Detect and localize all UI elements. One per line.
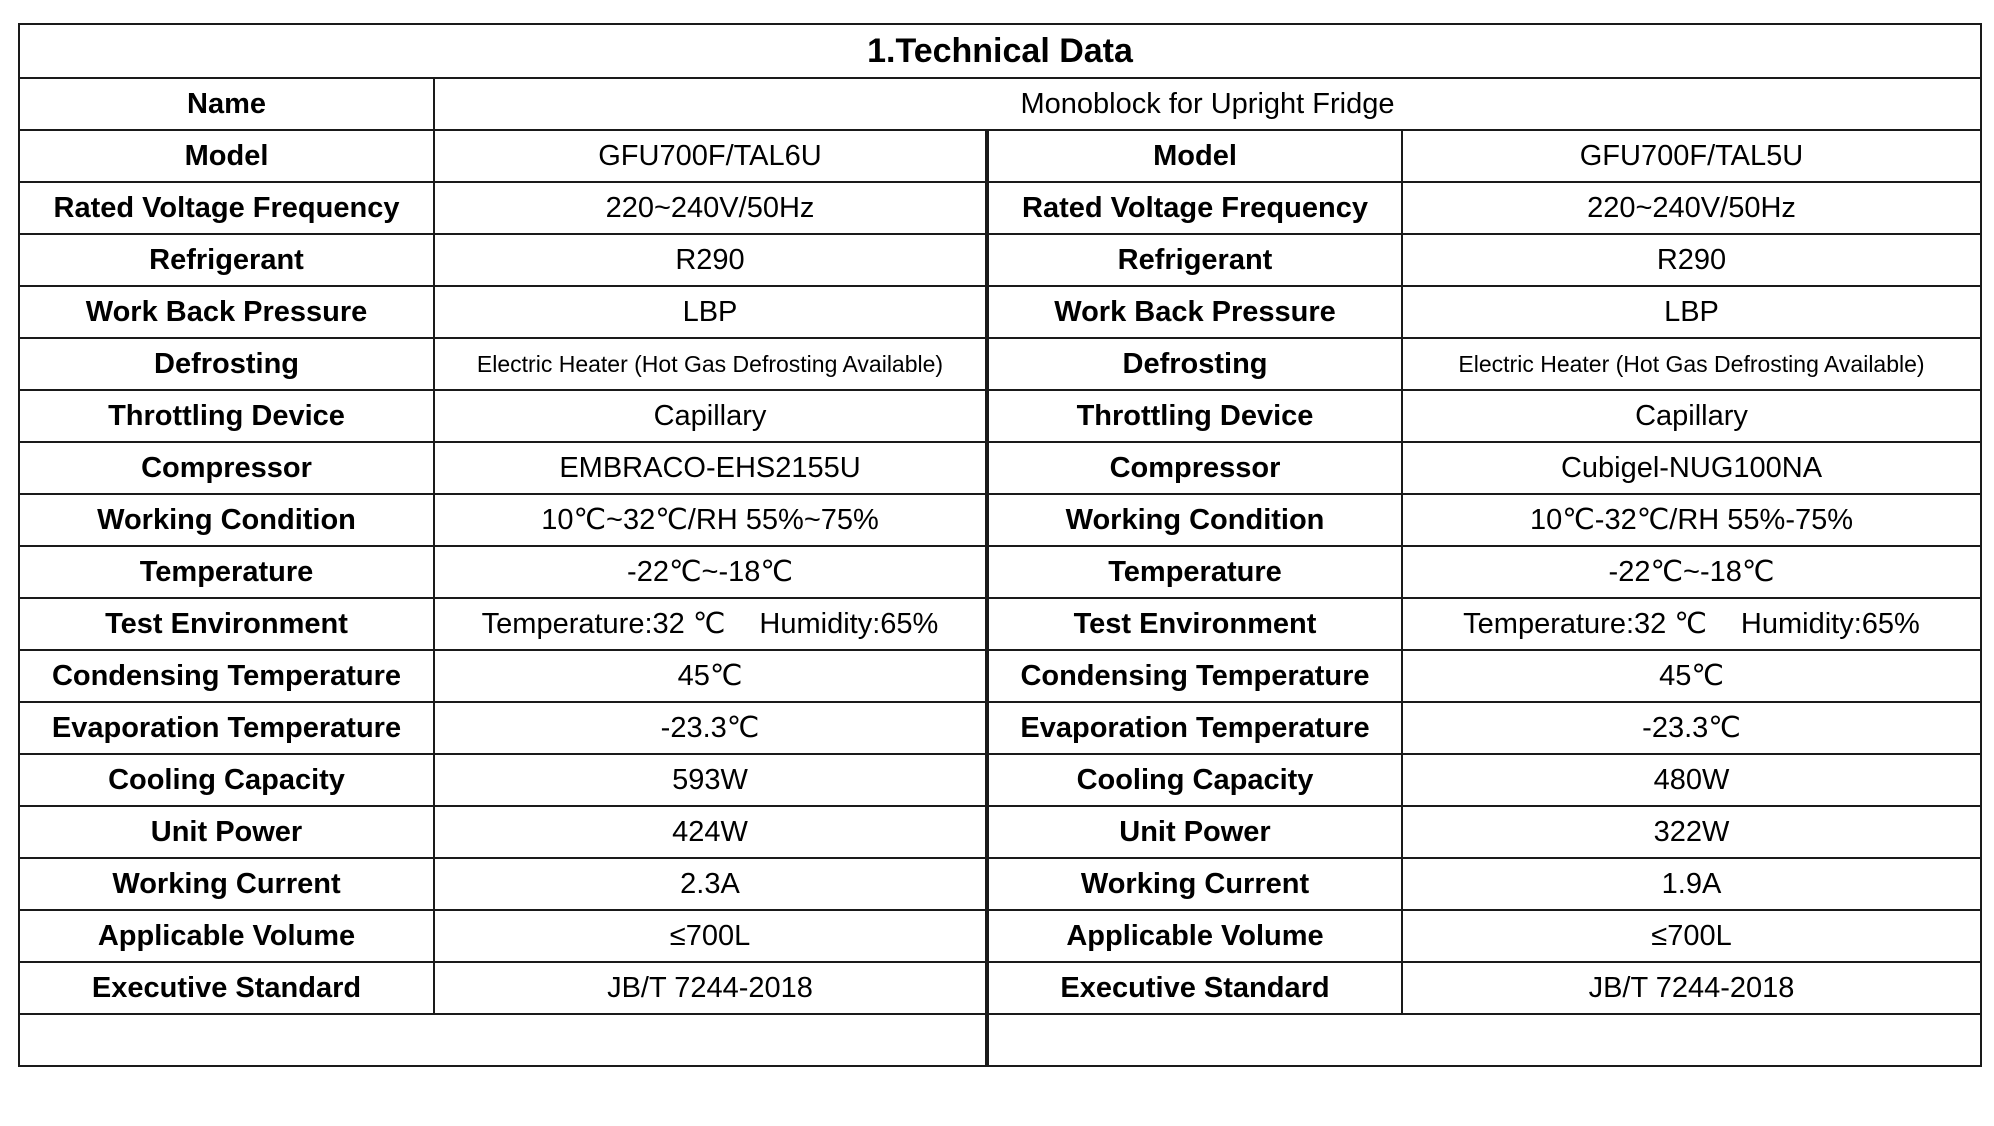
- row-label: Rated Voltage Frequency: [19, 182, 434, 234]
- right-value: 1.9A: [1402, 858, 1981, 910]
- row-label: Model: [987, 130, 1402, 182]
- spec-row-cooling-capacity: [19, 754, 1981, 806]
- row-label: Refrigerant: [19, 234, 434, 286]
- blank-cell-left: [19, 1014, 987, 1066]
- row-label: Refrigerant: [987, 234, 1402, 286]
- spec-row-applicable-volume: [19, 910, 1981, 962]
- row-label: Compressor: [987, 442, 1402, 494]
- left-value: GFU700F/TAL6U: [434, 130, 987, 182]
- right-value: -23.3℃: [1402, 702, 1981, 754]
- row-label: Throttling Device: [19, 390, 434, 442]
- spec-row-unit-power: [19, 806, 1981, 858]
- left-value: JB/T 7244-2018: [434, 962, 987, 1014]
- spec-row-model: [19, 130, 1981, 182]
- row-label: Executive Standard: [987, 962, 1402, 1014]
- name-value: Monoblock for Upright Fridge: [434, 78, 1981, 130]
- row-label: Executive Standard: [19, 962, 434, 1014]
- row-label: Test Environment: [19, 598, 434, 650]
- row-label: Cooling Capacity: [19, 754, 434, 806]
- row-label: Evaporation Temperature: [987, 702, 1402, 754]
- row-label: Model: [19, 130, 434, 182]
- left-value: 220~240V/50Hz: [434, 182, 987, 234]
- right-value: [1402, 598, 1981, 650]
- row-label: Evaporation Temperature: [19, 702, 434, 754]
- right-value: 10℃-32℃/RH 55%-75%: [1402, 494, 1981, 546]
- name-label: Name: [19, 78, 434, 130]
- spec-row-work-back-pressure: [19, 286, 1981, 338]
- row-label: Work Back Pressure: [19, 286, 434, 338]
- row-label: Condensing Temperature: [19, 650, 434, 702]
- spec-row-condensing-temperature: [19, 650, 1981, 702]
- right-value: R290: [1402, 234, 1981, 286]
- row-label: Work Back Pressure: [987, 286, 1402, 338]
- blank-row: [19, 1014, 1981, 1066]
- row-label: Unit Power: [19, 806, 434, 858]
- row-label: Test Environment: [987, 598, 1402, 650]
- spec-row-throttling-device: [19, 390, 1981, 442]
- left-test-temperature: Temperature:32 ℃: [481, 607, 726, 640]
- row-label: Unit Power: [987, 806, 1402, 858]
- spec-row-executive-standard: [19, 962, 1981, 1014]
- row-label: Applicable Volume: [19, 910, 434, 962]
- row-label: Temperature: [987, 546, 1402, 598]
- row-label: Working Condition: [19, 494, 434, 546]
- spec-row-defrosting: [19, 338, 1981, 390]
- right-test-temperature: Temperature:32 ℃: [1463, 607, 1707, 640]
- right-value: 322W: [1402, 806, 1981, 858]
- left-value: [434, 598, 987, 650]
- row-label: Cooling Capacity: [987, 754, 1402, 806]
- row-label: Applicable Volume: [987, 910, 1402, 962]
- left-value: Electric Heater (Hot Gas Defrosting Available): [434, 338, 987, 390]
- row-label: Rated Voltage Frequency: [987, 182, 1402, 234]
- left-value: 10℃~32℃/RH 55%~75%: [434, 494, 987, 546]
- left-value: -23.3℃: [434, 702, 987, 754]
- left-value: R290: [434, 234, 987, 286]
- left-test-humidity: Humidity:65%: [759, 607, 939, 640]
- right-value: ≤700L: [1402, 910, 1981, 962]
- row-label: Working Condition: [987, 494, 1402, 546]
- left-value: 45℃: [434, 650, 987, 702]
- spec-row-rated-voltage: [19, 182, 1981, 234]
- row-label: Compressor: [19, 442, 434, 494]
- technical-data-table: [18, 23, 1982, 1067]
- name-row: [19, 78, 1981, 130]
- left-value: -22℃~-18℃: [434, 546, 987, 598]
- spec-row-working-current: [19, 858, 1981, 910]
- spec-row-working-condition: [19, 494, 1981, 546]
- left-value: 424W: [434, 806, 987, 858]
- right-value: LBP: [1402, 286, 1981, 338]
- row-label: Condensing Temperature: [987, 650, 1402, 702]
- row-label: Throttling Device: [987, 390, 1402, 442]
- spec-row-compressor: [19, 442, 1981, 494]
- right-value: 480W: [1402, 754, 1981, 806]
- spec-row-evaporation-temperature: [19, 702, 1981, 754]
- spec-row-temperature: [19, 546, 1981, 598]
- right-value: -22℃~-18℃: [1402, 546, 1981, 598]
- title-row: [19, 24, 1981, 78]
- left-value: ≤700L: [434, 910, 987, 962]
- right-value: Capillary: [1402, 390, 1981, 442]
- right-value: 45℃: [1402, 650, 1981, 702]
- table-title: 1.Technical Data: [19, 24, 1981, 78]
- right-value: 220~240V/50Hz: [1402, 182, 1981, 234]
- blank-cell-right: [987, 1014, 1981, 1066]
- row-label: Temperature: [19, 546, 434, 598]
- right-value: JB/T 7244-2018: [1402, 962, 1981, 1014]
- left-value: LBP: [434, 286, 987, 338]
- row-label: Working Current: [19, 858, 434, 910]
- right-value: GFU700F/TAL5U: [1402, 130, 1981, 182]
- spec-row-test-environment: [19, 598, 1981, 650]
- right-value: Electric Heater (Hot Gas Defrosting Available): [1402, 338, 1981, 390]
- right-test-humidity: Humidity:65%: [1740, 607, 1920, 640]
- left-value: EMBRACO-EHS2155U: [434, 442, 987, 494]
- right-value: Cubigel-NUG100NA: [1402, 442, 1981, 494]
- left-value: 593W: [434, 754, 987, 806]
- row-label: Defrosting: [19, 338, 434, 390]
- left-value: 2.3A: [434, 858, 987, 910]
- spec-row-refrigerant: [19, 234, 1981, 286]
- left-value: Capillary: [434, 390, 987, 442]
- row-label: Working Current: [987, 858, 1402, 910]
- row-label: Defrosting: [987, 338, 1402, 390]
